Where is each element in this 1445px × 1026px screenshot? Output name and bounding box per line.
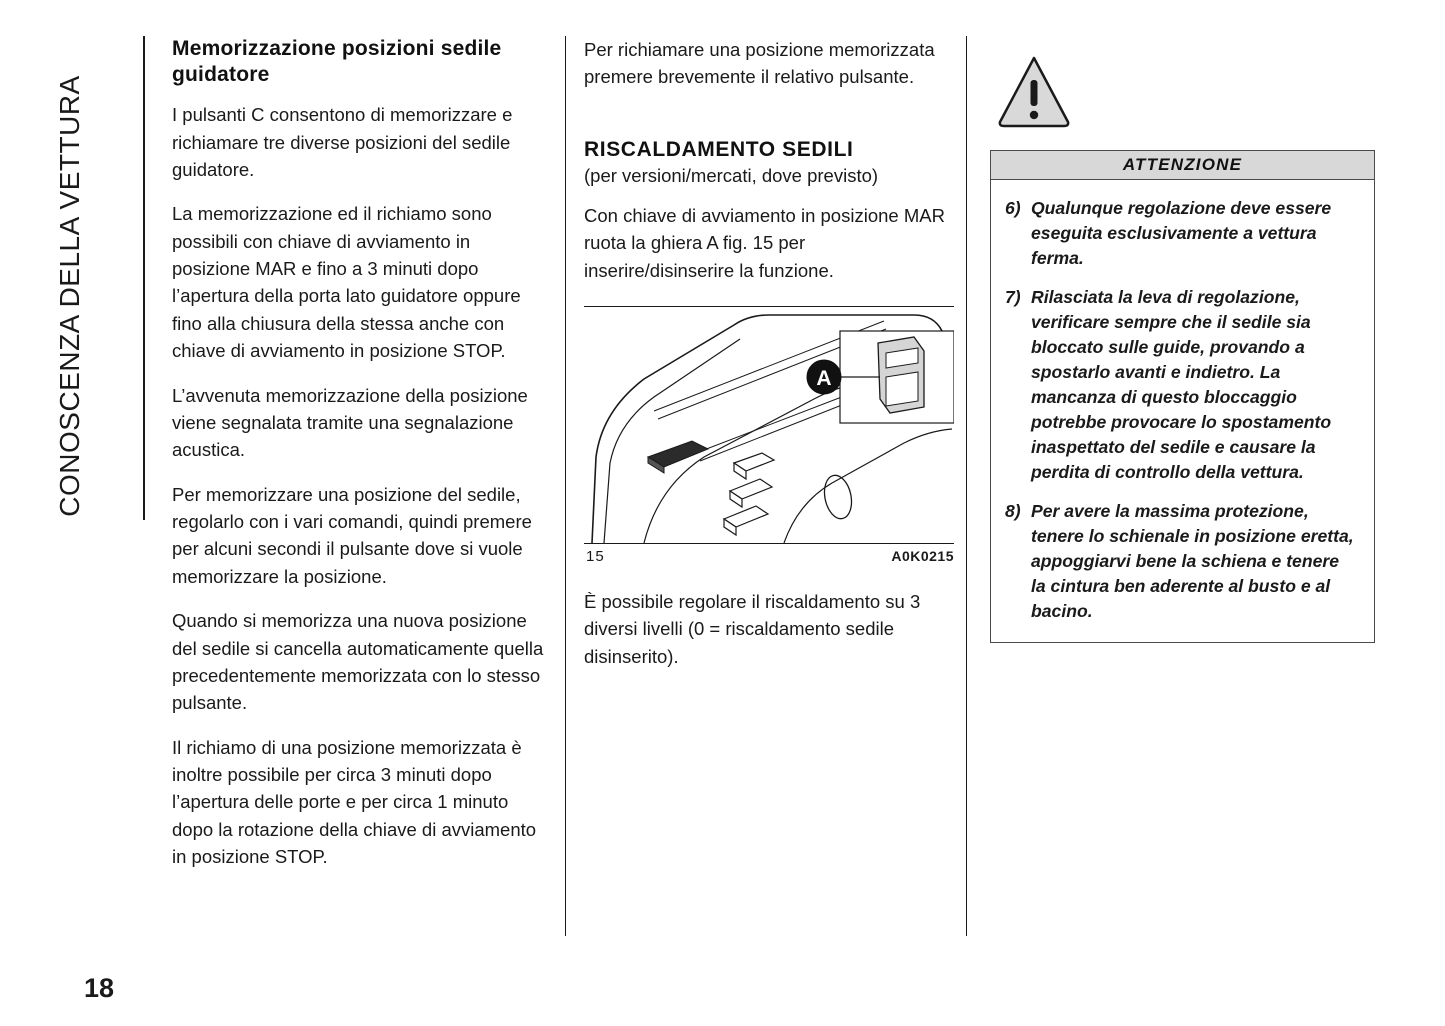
paragraph: La memorizzazione ed il richiamo sono possibili con chiave di avviamento in posizione MAR e fino a 3 minuti dopo l’apertura della porta lato guidatore oppure fino alla chiusura della stessa anche con chiave di avviamento in posizione STOP. (172, 203, 521, 362)
warning-triangle-icon (998, 54, 1070, 128)
figure-image (584, 307, 954, 543)
paragraph: Per memorizzare una posizione del sedile, regolarlo con i vari comandi, quindi premere per alcuni secondi il pulsante dove si vuole memorizzare la posizione. (172, 483, 532, 587)
attention-item-number: 6) (1005, 198, 1021, 218)
spacer (584, 108, 954, 138)
attention-item (1005, 499, 1358, 624)
chapter-title-text: CONOSCENZA DELLA VETTURA (54, 75, 85, 517)
column-two (584, 36, 954, 670)
attention-item-text: Rilasciata la leva di regolazione, verificare sempre che il sedile sia bloccato sulle guide, provando a spostarlo avanti e indietro. La mancanza di questo bloccaggio potrebbe provocare lo spostamento inaspettato del sedile e causare la perdita di controllo della vettura. (1031, 286, 1332, 482)
column-one (172, 36, 547, 871)
paragraph: Per richiamare una posizione memorizzata premere brevemente il relativo pulsante. (584, 39, 935, 88)
paragraph: Con chiave di avviamento in posizione MAR ruota la ghiera A fig. 15 per inserire/disinserire la funzione. (584, 204, 945, 281)
page-number: 18 (84, 973, 115, 1003)
figure-15 (584, 306, 954, 570)
seat-console-illustration (584, 307, 954, 543)
chapter-side-title (0, 0, 145, 1026)
paragraph: L’avvenuta memorizzazione della posizione viene segnalata tramite una segnalazione acustica. (172, 384, 528, 461)
attention-bar (990, 150, 1375, 180)
section-subheading: (per versioni/mercati, dove previsto) (584, 164, 879, 186)
attention-item-text: Qualunque regolazione deve essere eseguita esclusivamente a vettura ferma. (1031, 198, 1332, 268)
attention-item-number: 7) (1005, 286, 1021, 307)
figure-number: 15 (586, 547, 605, 565)
attention-item (1005, 285, 1358, 485)
attention-item-text: Per avere la massima protezione, tenere lo schienale in posizione eretta, appoggiarvi bene la schiena e tenere la cintura ben aderente al busto e al bacino. (1031, 500, 1354, 621)
side-title-rule (143, 36, 145, 520)
section-heading-riscaldamento: RISCALDAMENTO SEDILI (584, 137, 854, 161)
column-separator-1 (565, 36, 566, 936)
attention-label: ATTENZIONE (1122, 155, 1243, 174)
figure-callout-a: A (816, 366, 832, 390)
paragraph: Quando si memorizza una nuova posizione del sedile si cancella automaticamente quella precedentemente memorizzata con lo stesso pulsante. (172, 610, 544, 714)
paragraph: I pulsanti C consentono di memorizzare e richiamare tre diverse posizioni del sedile guidatore. (172, 104, 513, 180)
section-heading-memorizzazione: Memorizzazione posizioni sedile guidatore (172, 37, 502, 86)
paragraph: Il richiamo di una posizione memorizzata è inoltre possibile per circa 3 minuti dopo l’apertura delle porte e per circa 1 minuto dopo la rotazione della chiave di avviamento in posizione STOP. (172, 736, 537, 868)
attention-item (1005, 196, 1358, 271)
figure-code: A0K0215 (891, 547, 954, 564)
attention-box (990, 180, 1375, 643)
column-separator-2 (966, 36, 967, 936)
column-three (990, 36, 1375, 643)
figure-caption (584, 544, 954, 570)
paragraph: È possibile regolare il riscaldamento su 3 diversi livelli (0 = riscaldamento sedile disinserito). (584, 590, 921, 667)
attention-item-number: 8) (1005, 500, 1021, 521)
